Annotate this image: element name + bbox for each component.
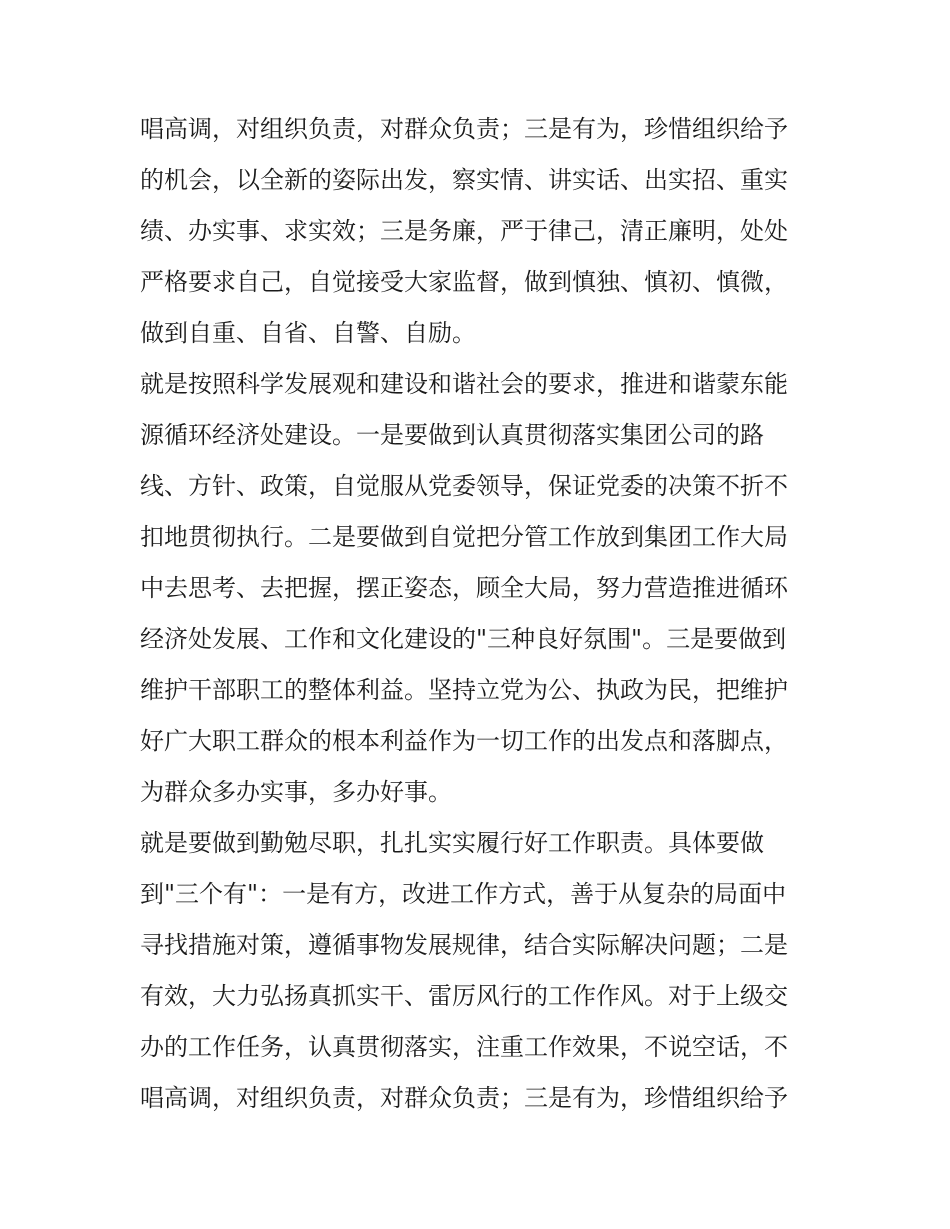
text-line: 寻找措施对策，遵循事物发展规律，结合实际解决问题；二是 <box>140 931 788 959</box>
text-line: 线、方针、政策，自觉服从党委领导，保证党委的决策不折不 <box>140 472 788 500</box>
text-line: 维护干部职工的整体利益。坚持立党为公、执政为民，把维护 <box>140 676 788 704</box>
text-line: 唱高调，对组织负责，对群众负责；三是有为，珍惜组织给予 <box>140 1084 788 1112</box>
text-line: 就是要做到勤勉尽职，扎扎实实履行好工作职责。具体要做 <box>140 829 764 857</box>
text-line: 到"三个有"：一是有方，改进工作方式，善于从复杂的局面中 <box>140 880 787 908</box>
text-line: 为群众多办实事，多办好事。 <box>140 778 452 806</box>
text-line: 中去思考、去把握，摆正姿态，顾全大局，努力营造推进循环 <box>140 574 788 602</box>
text-line: 扣地贯彻执行。二是要做到自觉把分管工作放到集团工作大局 <box>140 523 788 551</box>
text-line: 经济处发展、工作和文化建设的"三种良好氛围"。三是要做到 <box>140 625 787 653</box>
text-line: 好广大职工群众的根本利益作为一切工作的出发点和落脚点， <box>140 727 788 755</box>
text-line: 有效，大力弘扬真抓实干、雷厉风行的工作作风。对于上级交 <box>140 982 788 1010</box>
document-body <box>140 104 820 1124</box>
text-line: 唱高调，对组织负责，对群众负责；三是有为，珍惜组织给予 <box>140 115 788 143</box>
text-line: 的机会，以全新的姿际出发，察实情、讲实话、出实招、重实 <box>140 166 788 194</box>
text-line: 就是按照科学发展观和建设和谐社会的要求，推进和谐蒙东能 <box>140 370 788 398</box>
text-line: 做到自重、自省、自警、自励。 <box>140 319 476 347</box>
text-line: 办的工作任务，认真贯彻落实，注重工作效果，不说空话，不 <box>140 1033 788 1061</box>
text-line: 绩、办实事、求实效；三是务廉，严于律己，清正廉明，处处 <box>140 217 788 245</box>
text-line: 源循环经济处建设。一是要做到认真贯彻落实集团公司的路 <box>140 421 764 449</box>
text-line: 严格要求自己，自觉接受大家监督，做到慎独、慎初、慎微， <box>140 268 788 296</box>
